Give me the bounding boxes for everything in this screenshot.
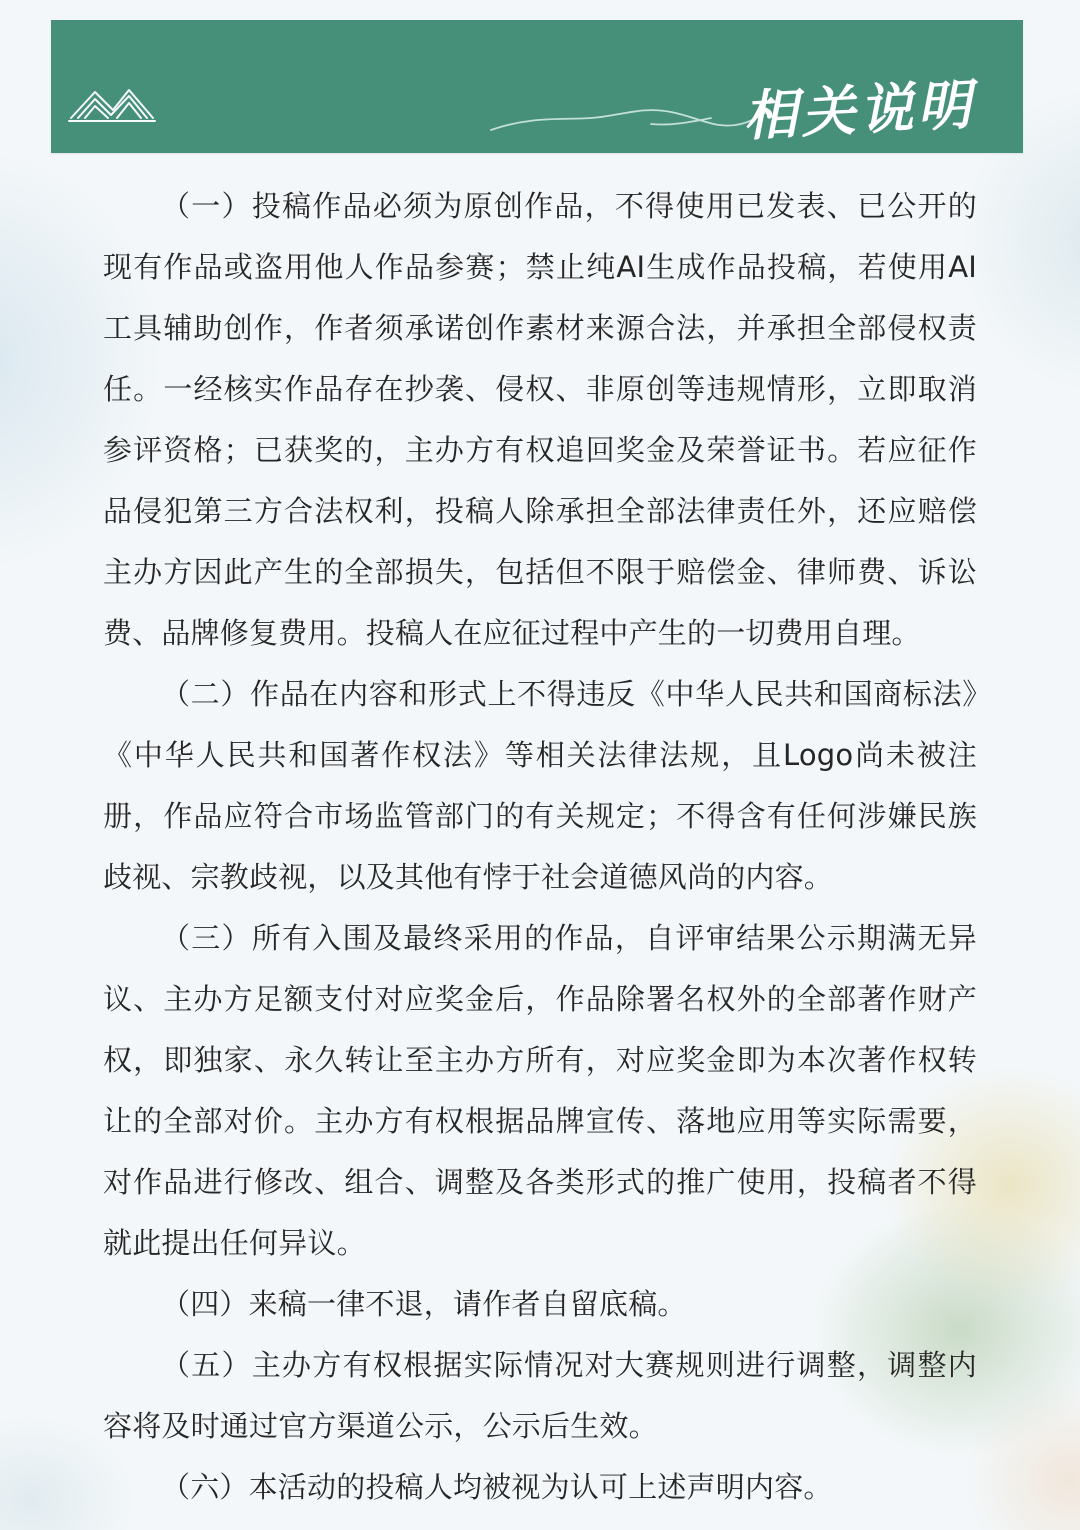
paragraph-4: （四）来稿一律不退，请作者自留底稿。 xyxy=(161,1287,687,1321)
header-banner xyxy=(51,20,1023,153)
paragraph-5: （五）主办方有权根据实际情况对大赛规则进行调整，调整内容将及时通过官方渠道公示，公示后生效。 xyxy=(103,1348,977,1443)
notice-content xyxy=(103,176,977,1518)
paragraph-2: （二）作品在内容和形式上不得违反《中华人民共和国商标法》《中华人民共和国著作权法》等相关法律法规，且Logo尚未被注册，作品应符合市场监管部门的有关规定；不得含有任何涉嫌民族歧视、宗教歧视，以及其他有悖于社会道德风尚的内容。 xyxy=(103,677,977,894)
mountain-lines-icon xyxy=(69,90,155,121)
header-title: 相关说明 xyxy=(741,73,977,149)
paragraph-3: （三）所有入围及最终采用的作品，自评审结果公示期满无异议、主办方足额支付对应奖金后，作品除署名权外的全部著作财产权，即独家、永久转让至主办方所有，对应奖金即为本次著作权转让的全部对价。主办方有权根据品牌宣传、落地应用等实际需要，对作品进行修改、组合、调整及各类形式的推广使用，投稿者不得就此提出任何异议。 xyxy=(103,921,977,1260)
paragraph-6: （六）本活动的投稿人均被视为认可上述声明内容。 xyxy=(161,1470,833,1504)
paragraph-1: （一）投稿作品必须为原创作品，不得使用已发表、已公开的现有作品或盗用他人作品参赛；禁止纯AI生成作品投稿，若使用AI工具辅助创作，作者须承诺创作素材来源合法，并承担全部侵权责任。一经核实作品存在抄袭、侵权、非原创等违规情形，立即取消参评资格；已获奖的，主办方有权追回奖金及荣誉证书。若应征作品侵犯第三方合法权利，投稿人除承担全部法律责任外，还应赔偿主办方因此产生的全部损失，包括但不限于赔偿金、律师费、诉讼费、品牌修复费用。投稿人在应征过程中产生的一切费用自理。 xyxy=(103,189,977,650)
wave-line-icon xyxy=(491,110,766,130)
